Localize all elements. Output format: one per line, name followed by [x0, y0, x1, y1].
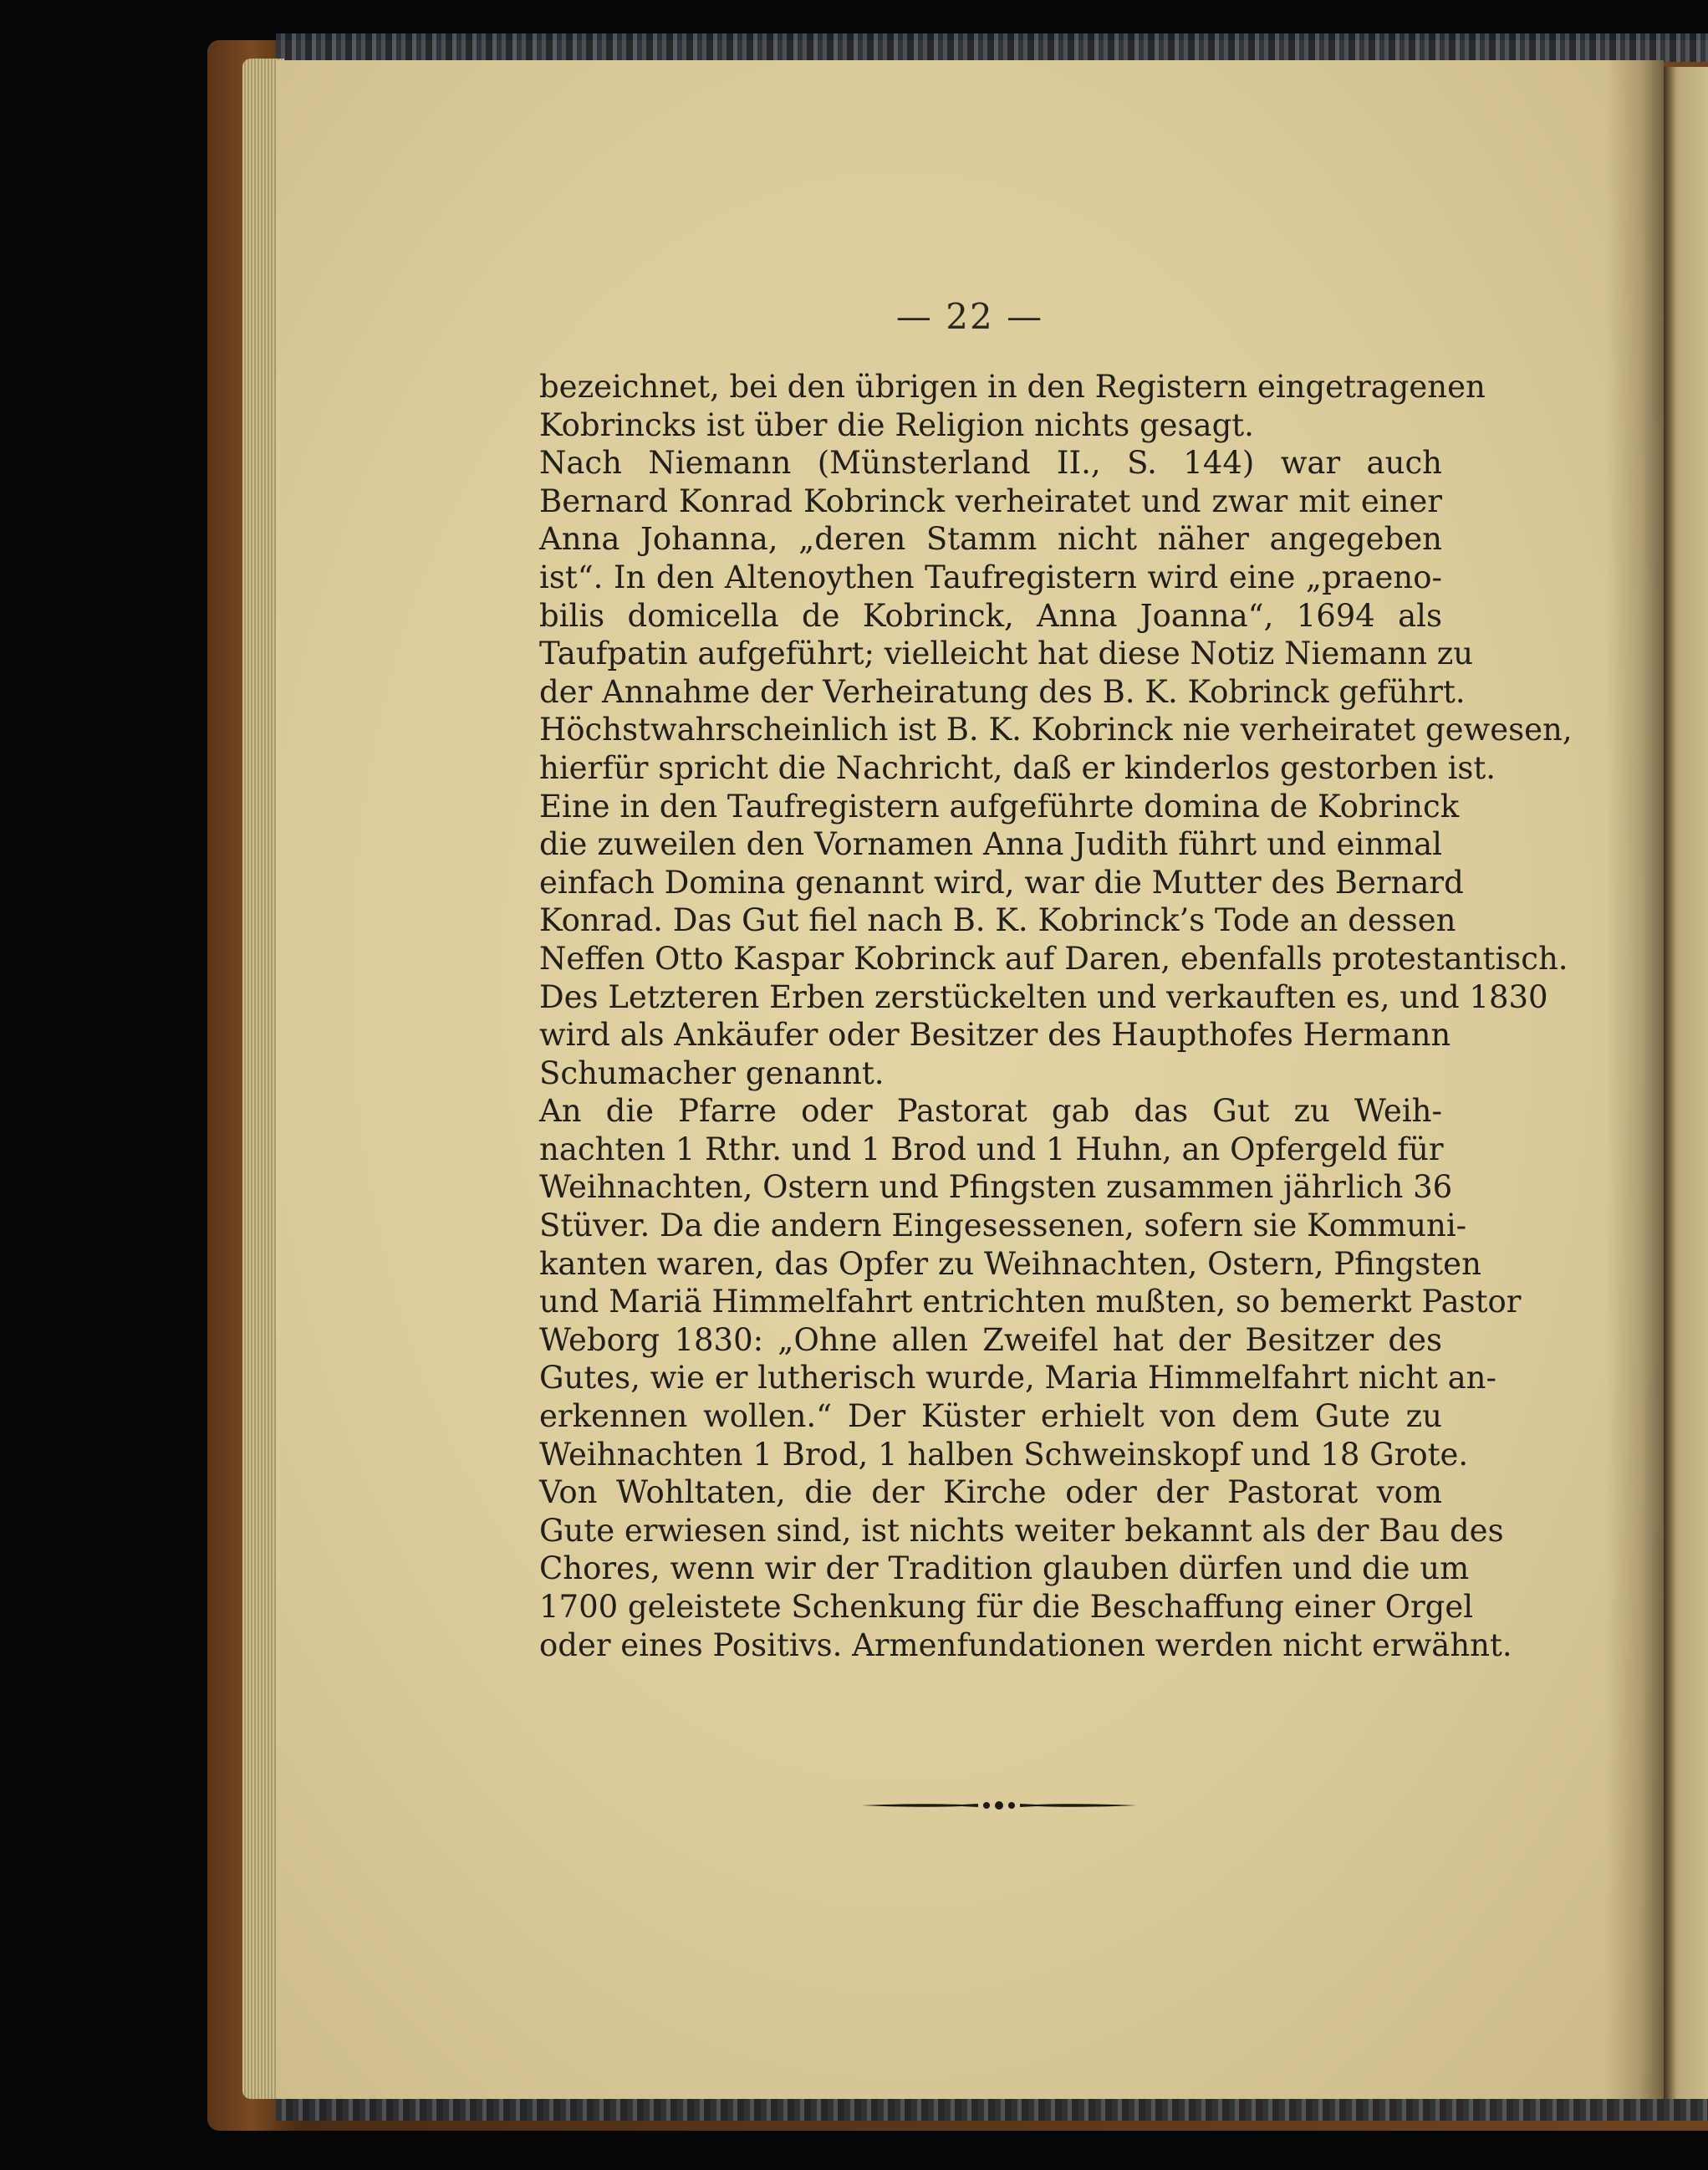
book-page [276, 60, 1664, 2099]
text-line: Chores, wenn wir der Tradition glauben dürfen und die um [539, 1550, 1470, 1587]
text-line: Anna Johanna, „deren Stamm nicht näher angegeben [539, 521, 1442, 558]
text-line: bilis domicella de Kobrinck, Anna Joanna“, 1694 als [539, 597, 1442, 634]
text-line: Neffen Otto Kaspar Kobrinck auf Daren, ebenfalls protestantisch. [539, 940, 1568, 977]
text-line: die zuweilen den Vornamen Anna Judith führt und einmal [539, 826, 1442, 863]
text-line: 1700 geleistete Schenkung für die Beschaffung einer Orgel [539, 1589, 1474, 1625]
cover-bottom-edge [276, 2097, 1708, 2121]
text-line: wird als Ankäufer oder Besitzer des Haupthofes Hermann [539, 1017, 1451, 1054]
text-line: Eine in den Taufregistern aufgeführte domina de Kobrinck [539, 788, 1460, 825]
facing-page-edge [1664, 67, 1708, 2099]
text-line: und Mariä Himmelfahrt entrichten mußten, so bemerkt Pastor [539, 1284, 1522, 1320]
text-line: Höchstwahrscheinlich ist B. K. Kobrinck nie verheiratet gewesen, [539, 712, 1573, 748]
text-line: Schumacher genannt. [539, 1054, 885, 1091]
text-line: An die Pfarre oder Pastorat gab das Gut zu Weih- [539, 1093, 1442, 1130]
text-line: Weborg 1830: „Ohne allen Zweifel hat der Besitzer des [539, 1321, 1442, 1358]
body-text [539, 368, 1573, 1664]
text-line: Gutes, wie er lutherisch wurde, Maria Himmelfahrt nicht an- [539, 1360, 1496, 1396]
text-line: Stüver. Da die andern Eingesessenen, sofern sie Kommuni- [539, 1208, 1467, 1244]
text-line: Bernard Konrad Kobrinck verheiratet und zwar mit einer [539, 483, 1442, 519]
text-line: Taufpatin aufgeführt; vielleicht hat diese Notiz Niemann zu [539, 636, 1474, 672]
text-line: oder eines Positivs. Armenfundationen werden nicht erwähnt. [539, 1626, 1512, 1663]
text-line: bezeichnet, bei den übrigen in den Registern eingetragenen [539, 369, 1486, 405]
text-line: Des Letzteren Erben zerstückelten und verkauften es, und 1830 [539, 978, 1548, 1015]
gutter-shadow [1605, 60, 1664, 2099]
text-line: Gute erwiesen sind, ist nichts weiter bekannt als der Bau des [539, 1512, 1504, 1549]
ornament-divider [861, 1798, 1137, 1813]
text-line: nachten 1 Rthr. und 1 Brod und 1 Huhn, an Opfergeld für [539, 1131, 1444, 1167]
text-line: der Annahme der Verheiratung des B. K. Kobrinck geführt. [539, 673, 1466, 710]
text-line: Kobrincks ist über die Religion nichts gesagt. [539, 406, 1254, 443]
text-line: Weihnachten 1 Brod, 1 halben Schweinskopf und 18 Grote. [539, 1436, 1469, 1473]
text-line: hierfür spricht die Nachricht, daß er kinderlos gestorben ist. [539, 749, 1496, 786]
text-line: Weihnachten, Ostern und Pfingsten zusammen jährlich 36 [539, 1169, 1453, 1206]
text-line: erkennen wollen.“ Der Küster erhielt von dem Gute zu [539, 1398, 1442, 1435]
text-line: ist“. In den Altenoythen Taufregistern wird eine „praeno- [539, 559, 1442, 595]
text-line: einfach Domina genannt wird, war die Mutter des Bernard [539, 864, 1464, 901]
text-line: Nach Niemann (Münsterland II., S. 144) war auch [539, 445, 1442, 482]
cover-top-edge [276, 33, 1708, 62]
text-line: Von Wohltaten, die der Kirche oder der Pastorat vom [539, 1474, 1442, 1511]
page-number: — 22 — [895, 296, 1044, 337]
text-line: Konrad. Das Gut fiel nach B. K. Kobrinck’s Tode an dessen [539, 902, 1456, 939]
text-line: kanten waren, das Opfer zu Weihnachten, Ostern, Pfingsten [539, 1245, 1481, 1282]
